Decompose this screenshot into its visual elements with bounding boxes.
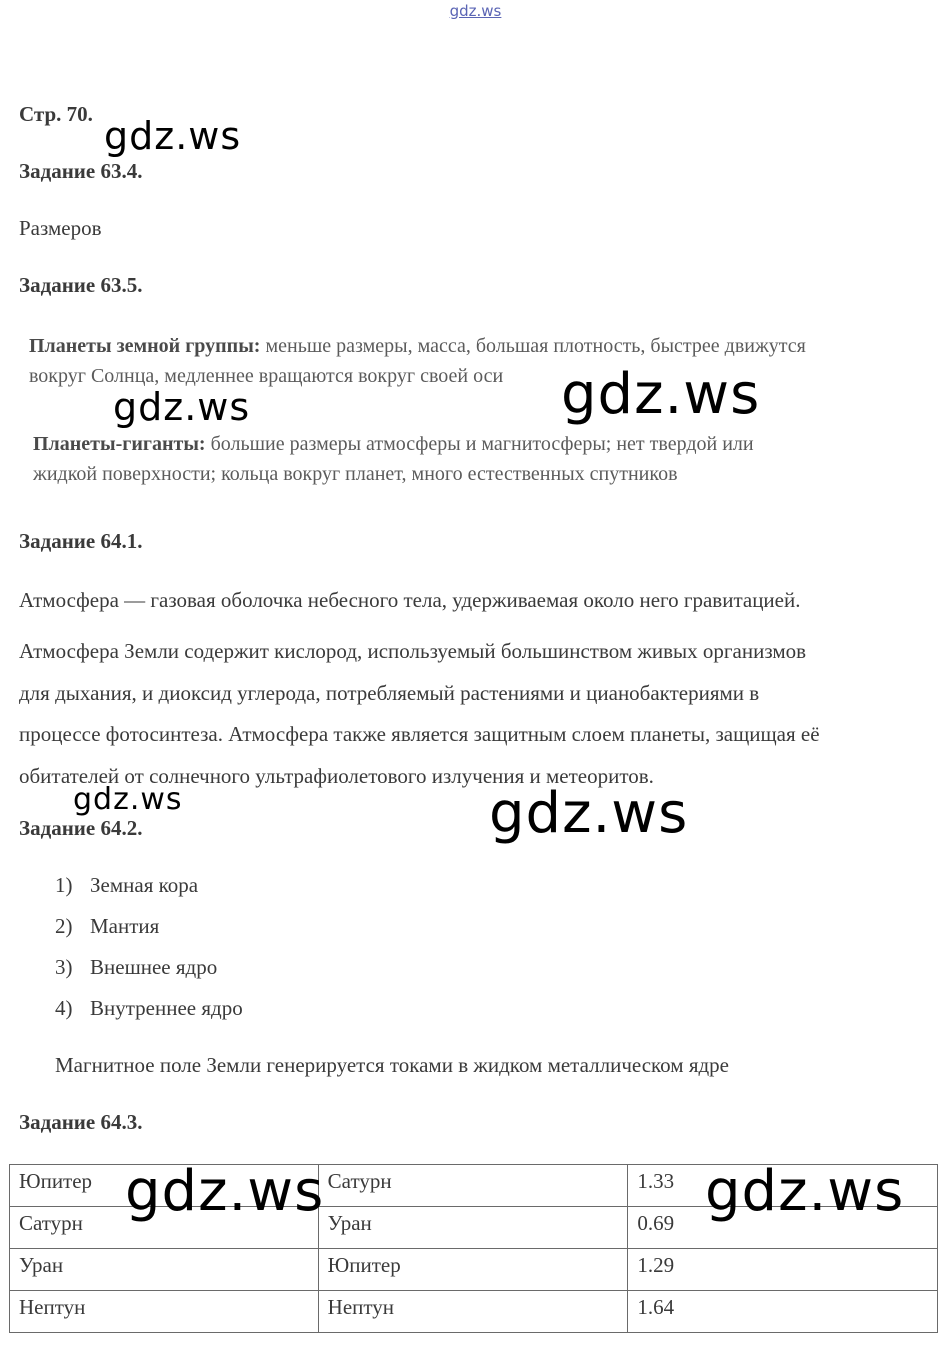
table-cell: Нептун	[10, 1291, 319, 1333]
list-item	[55, 873, 198, 898]
list-item	[55, 955, 217, 980]
task-64-2-title: Задание 64.2.	[19, 816, 143, 840]
watermark: gdz.ws	[489, 781, 689, 846]
terrestrial-text-1: меньше размеры, масса, большая плотность, быстрее движутся	[265, 335, 806, 357]
watermark: gdz.ws	[113, 385, 251, 429]
giants-label: Планеты-гиганты:	[33, 433, 206, 455]
table-cell: 0.69	[628, 1207, 938, 1249]
list-item	[55, 914, 159, 939]
list-text: Земная кора	[90, 873, 199, 897]
list-item	[55, 996, 243, 1021]
atmosphere-line-3: процессе фотосинтеза. Атмосфера также является защитным слоем планеты, защищая её	[19, 722, 820, 746]
terrestrial-planets-block	[29, 331, 915, 391]
task-64-3-title: Задание 64.3.	[19, 1110, 143, 1134]
page-reference: Стр. 70.	[19, 102, 93, 126]
atmosphere-definition: Атмосфера — газовая оболочка небесного тела, удерживаемая около него гравитацией.	[19, 588, 801, 612]
watermark: gdz.ws	[125, 1159, 325, 1224]
watermark: gdz.ws	[561, 362, 761, 427]
atmosphere-line-4: обитателей от солнечного ультрафиолетового излучения и метеоритов.	[19, 763, 654, 788]
list-text: Внешнее ядро	[90, 955, 218, 979]
list-number: 4)	[55, 996, 73, 1020]
giants-line-1	[33, 429, 913, 459]
giants-text-1: большие размеры атмосферы и магнитосферы; нет твердой или	[210, 433, 754, 455]
giant-planets-block	[33, 429, 913, 489]
table-cell: Юпитер	[318, 1249, 628, 1291]
table-row	[10, 1249, 938, 1291]
task-64-1-title: Задание 64.1.	[19, 529, 143, 553]
atmosphere-line-1: Атмосфера Земли содержит кислород, используемый большинством живых организмов	[19, 639, 807, 663]
table-row	[10, 1291, 938, 1333]
list-number: 1)	[55, 873, 73, 897]
list-text: Мантия	[90, 914, 160, 938]
task-63-5-title: Задание 63.5.	[19, 273, 143, 297]
site-link[interactable]: gdz.ws	[449, 2, 502, 20]
atmosphere-line-2: для дыхания, и диоксид углерода, потребляемый растениями и цианобактериями в	[19, 680, 760, 705]
watermark: gdz.ws	[104, 114, 242, 158]
table-cell: 1.33	[628, 1165, 938, 1207]
table-cell: Уран	[318, 1207, 628, 1249]
list-text: Внутреннее ядро	[90, 996, 243, 1020]
task-63-4-answer: Размеров	[19, 216, 102, 240]
list-number: 3)	[55, 955, 73, 979]
atmosphere-paragraph	[19, 631, 820, 797]
table-cell: 1.29	[628, 1249, 938, 1291]
table-cell: Уран	[10, 1249, 319, 1291]
terrestrial-line-1	[29, 331, 915, 361]
table-cell: Сатурн	[318, 1165, 628, 1207]
giants-line-2: жидкой поверхности; кольца вокруг планет, много естественных спутников	[33, 463, 678, 485]
list-number: 2)	[55, 914, 73, 938]
terrestrial-line-2: вокруг Солнца, медленнее вращаются вокруг своей оси	[29, 365, 504, 387]
table-cell: 1.64	[628, 1291, 938, 1333]
task-63-4-title: Задание 63.4.	[19, 159, 143, 183]
watermark: gdz.ws	[705, 1159, 905, 1224]
magnetic-field-note: Магнитное поле Земли генерируется токами в жидком металлическом ядре	[55, 1053, 729, 1077]
table-cell: Юпитер	[10, 1165, 319, 1207]
table-cell: Сатурн	[10, 1207, 319, 1249]
table-cell: Нептун	[318, 1291, 628, 1333]
terrestrial-label: Планеты земной группы:	[29, 335, 261, 357]
watermark: gdz.ws	[73, 782, 183, 817]
